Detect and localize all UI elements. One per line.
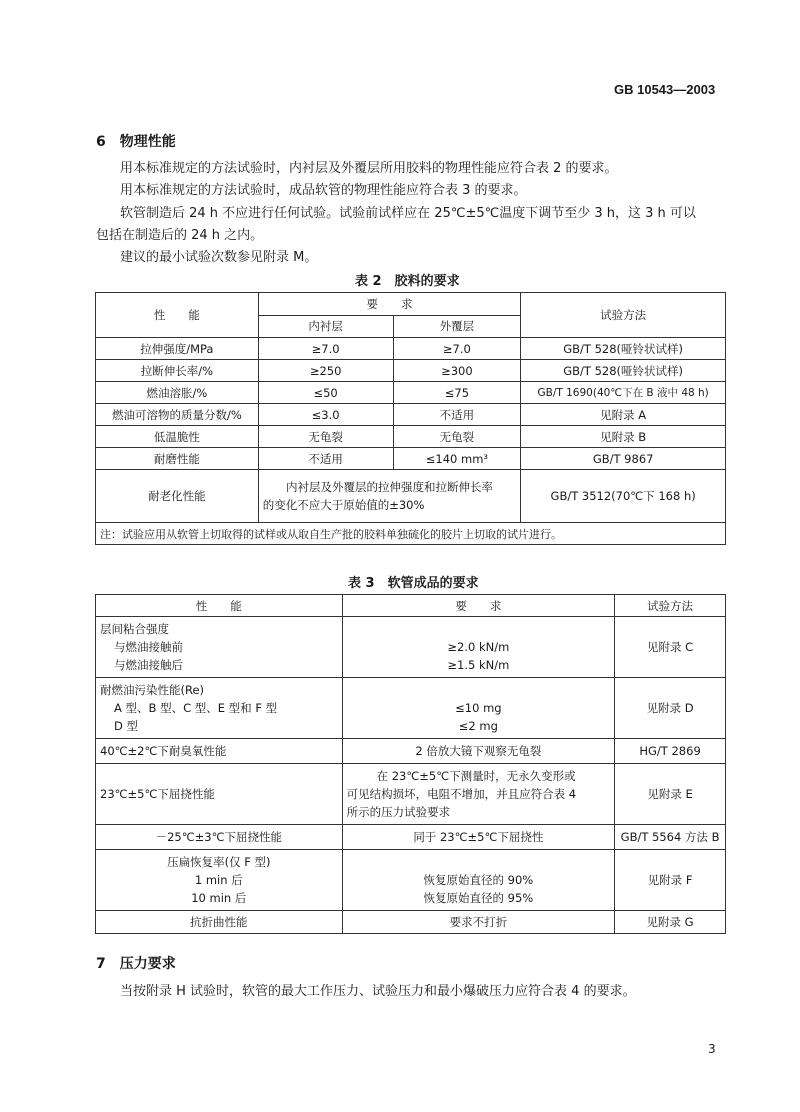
t3-flexlow-method: GB/T 5564 方法 B (615, 825, 726, 850)
t2-header-method: 试验方法 (521, 293, 726, 338)
t3-crush-method: 见附录 F (615, 850, 726, 911)
t3-crush-req-2: 恢复原始直径的 95% (423, 891, 534, 905)
t3-flex23-req-2: 可见结构损坏，电阻不增加，并且应符合表 4 (346, 787, 577, 801)
t2-header-inner: 内衬层 (258, 315, 393, 338)
table-3 (95, 594, 726, 934)
t2-cell-outer: ≤75 (393, 382, 521, 404)
t2-header-requirement: 要 求 (258, 293, 521, 316)
t3-crush-t2: 10 min 后 (191, 891, 247, 905)
table-row (96, 850, 726, 911)
t2-cell-inner: 无龟裂 (258, 426, 393, 448)
section-6-paragraph-3: 软管制造后 24 h 不应进行任何试验。试验前试样应在 25℃±5℃温度下调节至少 3 h，这 3 h 可以 (120, 206, 696, 221)
t2-cell-outer: ≤140 mm³ (393, 448, 521, 470)
t2-aging-req-line-1: 内衬层及外覆层的拉伸强度和拉断伸长率 (286, 480, 493, 494)
t3-crush-property (96, 850, 343, 911)
t3-flex23-property: 23℃±5℃下屈挠性能 (96, 764, 343, 825)
t2-header-property: 性 能 (96, 293, 259, 338)
t3-crush-t1: 1 min 后 (194, 873, 243, 887)
t3-header-requirement: 要 求 (342, 595, 615, 617)
t3-adhesion-requirement (342, 617, 615, 678)
t2-cell-property: 耐磨性能 (96, 448, 259, 470)
t2-note: 注：试验应用从软管上切取得的试样或从取自生产批的胶料单独硫化的胶片上切取的试片进行。 (96, 523, 726, 545)
t3-adhesion-method: 见附录 C (615, 617, 726, 678)
table-row (96, 338, 726, 360)
t3-adhesion-req-after: ≥1.5 kN/m (447, 658, 510, 672)
table-2 (95, 292, 726, 545)
page-number: 3 (708, 1042, 716, 1056)
t3-flexlow-requirement: 同于 23℃±5℃下屈挠性 (342, 825, 615, 850)
t2-header-outer: 外覆层 (393, 315, 521, 338)
table-row (96, 678, 726, 739)
t3-fuel-requirement (342, 678, 615, 739)
table-row (96, 825, 726, 850)
t3-crush-title: 压扁恢复率(仅 F 型) (167, 855, 271, 869)
section-6-title: 6 物理性能 (96, 134, 176, 150)
t2-aging-requirement (258, 470, 521, 523)
t2-cell-property: 燃油溶胀/% (96, 382, 259, 404)
t3-adhesion-title: 层间粘合强度 (100, 622, 169, 636)
standard-code: GB 10543—2003 (614, 82, 716, 97)
table-row (96, 382, 726, 404)
t2-cell-property: 燃油可溶物的质量分数/% (96, 404, 259, 426)
t3-fuel-req-1: ≤10 mg (455, 701, 502, 715)
t3-fuel-title: 耐燃油污染性能(Re) (100, 683, 205, 697)
t2-cell-outer: 无龟裂 (393, 426, 521, 448)
t3-ozone-method: HG/T 2869 (615, 739, 726, 764)
t3-adhesion-property (96, 617, 343, 678)
t3-kink-requirement: 要求不打折 (342, 911, 615, 934)
t2-cell-method: GB/T 9867 (521, 448, 726, 470)
t2-cell-method: 见附录 A (521, 404, 726, 426)
table-2-title: 表 2 胶料的要求 (355, 274, 460, 289)
t2-cell-outer: ≥7.0 (393, 338, 521, 360)
t3-fuel-req-2: ≤2 mg (458, 719, 498, 733)
table-row (96, 448, 726, 470)
t2-cell-inner: ≤50 (258, 382, 393, 404)
t2-aging-property: 耐老化性能 (96, 470, 259, 523)
t3-adhesion-before: 与燃油接触前 (114, 640, 183, 654)
t2-cell-outer: 不适用 (393, 404, 521, 426)
section-6-paragraph-1: 用本标准规定的方法试验时，内衬层及外覆层所用胶料的物理性能应符合表 2 的要求。 (120, 161, 618, 176)
t2-cell-method: GB/T 528(哑铃状试样) (521, 360, 726, 382)
t2-aging-req-line-2: 的变化不应大于原始值的±30% (262, 498, 425, 512)
t3-flex23-requirement (342, 764, 615, 825)
t2-cell-method: GB/T 528(哑铃状试样) (521, 338, 726, 360)
t3-fuel-types: A 型、B 型、C 型、E 型和 F 型 (114, 701, 278, 715)
t3-flex23-req-1: 在 23℃±5℃下测量时，无永久变形或 (376, 769, 576, 783)
table-row (96, 470, 726, 523)
t3-kink-property: 抗折曲性能 (96, 911, 343, 934)
t3-crush-req-1: 恢复原始直径的 90% (423, 873, 534, 887)
t2-cell-inner: ≥7.0 (258, 338, 393, 360)
t3-adhesion-req-before: ≥2.0 kN/m (447, 640, 510, 654)
t3-header-property: 性 能 (96, 595, 343, 617)
t2-cell-method: 见附录 B (521, 426, 726, 448)
table-row (96, 911, 726, 934)
table-row (96, 739, 726, 764)
t2-cell-inner: ≤3.0 (258, 404, 393, 426)
t2-cell-method: GB/T 1690(40℃下在 B 液中 48 h) (521, 382, 726, 404)
t2-cell-property: 低温脆性 (96, 426, 259, 448)
t2-cell-inner: 不适用 (258, 448, 393, 470)
t3-flexlow-property: －25℃±3℃下屈挠性能 (96, 825, 343, 850)
t2-cell-inner: ≥250 (258, 360, 393, 382)
t3-fuel-method: 见附录 D (615, 678, 726, 739)
table-row (96, 617, 726, 678)
t2-cell-property: 拉伸强度/MPa (96, 338, 259, 360)
table-row (96, 764, 726, 825)
t3-header-method: 试验方法 (615, 595, 726, 617)
t3-flex23-method: 见附录 E (615, 764, 726, 825)
section-6-paragraph-3-cont: 包括在制造后的 24 h 之内。 (96, 228, 264, 243)
section-7-title: 7 压力要求 (96, 956, 176, 972)
t3-fuel-property (96, 678, 343, 739)
section-7-paragraph: 当按附录 H 试验时，软管的最大工作压力、试验压力和最小爆破压力应符合表 4 的要求。 (120, 984, 636, 999)
t2-aging-method: GB/T 3512(70℃下 168 h) (521, 470, 726, 523)
section-6-paragraph-4: 建议的最小试验次数参见附录 M。 (120, 250, 318, 265)
t3-ozone-property: 40℃±2℃下耐臭氧性能 (96, 739, 343, 764)
t3-flex23-req-3: 所示的压力试验要求 (346, 805, 451, 819)
t3-adhesion-after: 与燃油接触后 (114, 658, 183, 672)
t3-fuel-type-d: D 型 (114, 719, 139, 733)
t2-cell-outer: ≥300 (393, 360, 521, 382)
t3-crush-requirement (342, 850, 615, 911)
t3-ozone-requirement: 2 倍放大镜下观察无龟裂 (342, 739, 615, 764)
t2-cell-property: 拉断伸长率/% (96, 360, 259, 382)
table-3-title: 表 3 软管成品的要求 (348, 576, 479, 591)
table-row (96, 404, 726, 426)
t3-kink-method: 见附录 G (615, 911, 726, 934)
section-6-paragraph-2: 用本标准规定的方法试验时，成品软管的物理性能应符合表 3 的要求。 (120, 183, 527, 198)
table-row (96, 360, 726, 382)
table-row (96, 426, 726, 448)
